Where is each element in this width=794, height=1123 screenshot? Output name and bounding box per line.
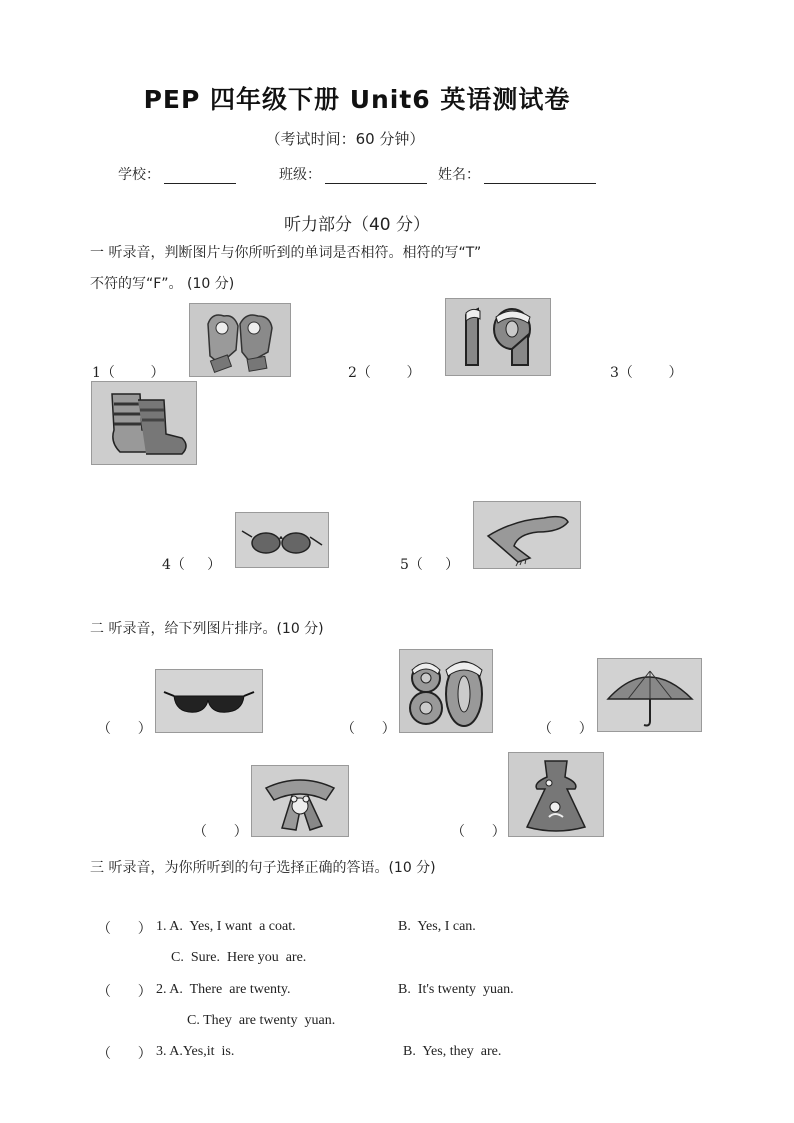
umbrella-icon <box>597 658 702 732</box>
school-blank[interactable] <box>164 169 236 184</box>
school-label: 学校： <box>118 167 160 183</box>
q2-option-b: B. It's twenty yuan. <box>398 982 514 997</box>
number-19-icon <box>445 298 551 376</box>
part2-paren-2[interactable]: （ ） <box>341 721 396 737</box>
school-field <box>118 164 236 184</box>
q1-option-b: B. Yes, I can. <box>398 919 476 934</box>
part2-paren-5[interactable]: （ ） <box>451 824 506 840</box>
gloves-icon <box>189 303 291 377</box>
name-label: 姓名： <box>438 167 480 183</box>
name-blank[interactable] <box>484 169 596 184</box>
q3-option-b: B. Yes, they are. <box>403 1044 502 1059</box>
part2-paren-1[interactable]: （ ） <box>97 721 152 737</box>
number-80-icon <box>399 649 493 733</box>
part3-instruction: 三 听录音，为你所听到的句子选择正确的答语。(10 分) <box>90 860 436 876</box>
q2-option-c: C. They are twenty yuan. <box>187 1013 336 1028</box>
q1-option-a: 1. A. Yes, I want a coat. <box>156 919 296 934</box>
scarf-icon <box>473 501 581 569</box>
part2-paren-4[interactable]: （ ） <box>193 824 248 840</box>
sunglasses-icon <box>235 512 329 568</box>
q1-paren[interactable]: （ ） <box>97 921 152 937</box>
q3-option-a: 3. A.Yes,it is. <box>156 1044 235 1059</box>
class-label: 班级： <box>279 167 321 183</box>
page-title: PEP 四年级下册 Unit6 英语测试卷 <box>143 85 571 114</box>
class-blank[interactable] <box>325 169 427 184</box>
part1-instruction-2: 不符的写“F”。 (10 分) <box>90 276 235 292</box>
q1-option-c: C. Sure. Here you are. <box>171 950 307 965</box>
listening-section-title: 听力部分（40 分） <box>283 215 431 235</box>
sunglasses-icon <box>155 669 263 733</box>
exam-time: （考试时间：60 分钟） <box>265 130 425 148</box>
part1-instruction-1: 一 听录音，判断图片与你所听到的单词是否相符。相符的写“T” <box>90 245 482 261</box>
q2-paren[interactable]: （ ） <box>97 984 152 1000</box>
part1-item-1[interactable]: 1（ ） <box>92 365 165 381</box>
socks-icon <box>91 381 197 465</box>
part2-paren-3[interactable]: （ ） <box>538 721 593 737</box>
q2-option-a: 2. A. There are twenty. <box>156 982 291 997</box>
name-field <box>438 164 596 184</box>
part1-item-5[interactable]: 5（ ） <box>400 557 460 573</box>
dress-icon <box>508 752 604 837</box>
q3-paren[interactable]: （ ） <box>97 1046 152 1062</box>
class-field <box>279 164 427 184</box>
part2-instruction: 二 听录音，给下列图片排序。(10 分) <box>90 621 324 637</box>
part1-item-2[interactable]: 2（ ） <box>348 365 421 381</box>
scarf-bear-icon <box>251 765 349 837</box>
part1-item-4[interactable]: 4（ ） <box>162 557 222 573</box>
part1-item-3[interactable]: 3（ ） <box>610 365 683 381</box>
